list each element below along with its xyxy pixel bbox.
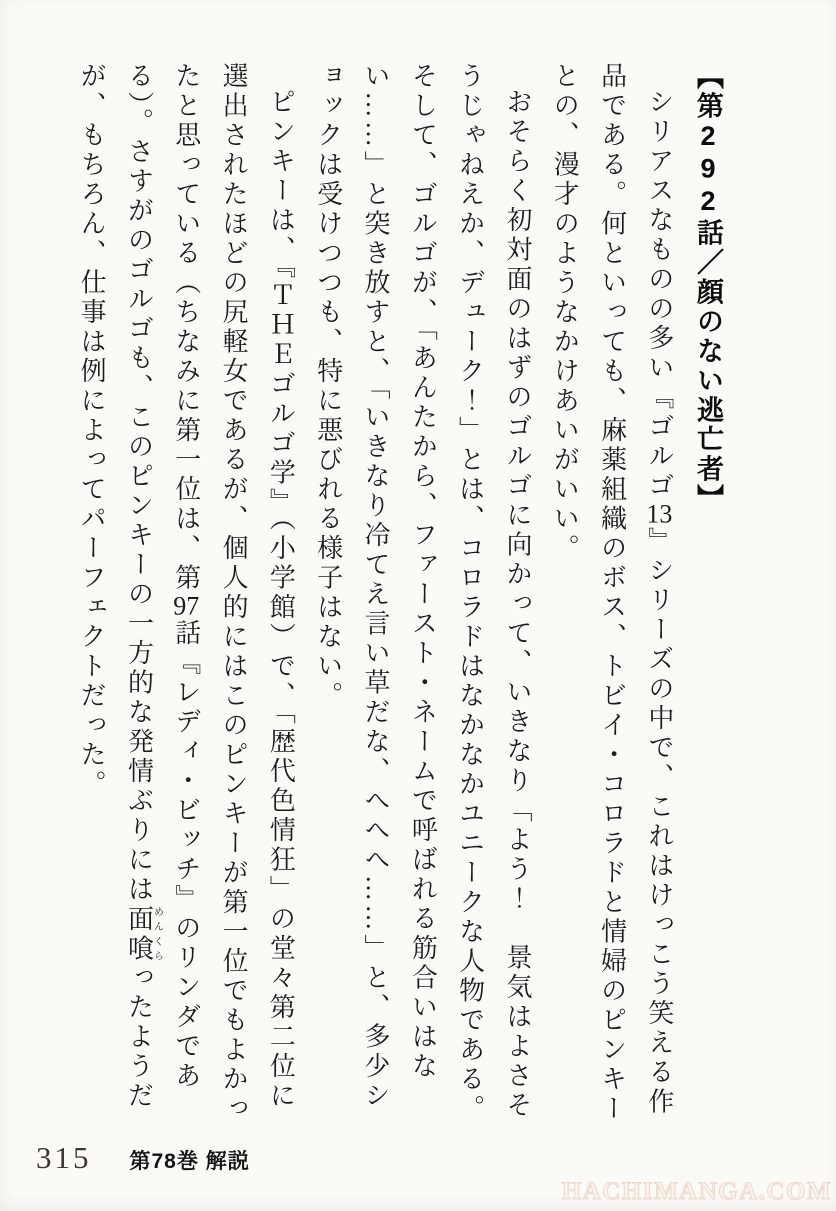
page-footer	[36, 1140, 250, 1176]
chapter-title: 【第292話／顔のない逃亡者】	[693, 62, 723, 514]
page-number: 315	[36, 1140, 92, 1175]
paragraph-2: おそらく初対面のはずのゴルゴに向かって、いきなり「よう！ 景気はよさそうじゃねえか、デューク！」とは、コロラドはなかなかユニークな人物である。そして、ゴルゴが、「あんたから、ファースト・ネームで呼ばれる筋合いはない……」と突き放すと、「いきなり冷てえ言い草だな、へへへ……」と、多少ショックは受けつつも、特に悪びれる様子はない。	[313, 62, 532, 1124]
volume-caption: 第78巻 解説	[129, 1150, 250, 1173]
watermark: HACHIMANGA.COM	[561, 1178, 832, 1205]
upright-number: 292	[693, 121, 723, 219]
text-body	[68, 62, 732, 1140]
ruby-annotated-word: 面喰めんくら	[124, 904, 163, 964]
horizontal-in-vertical-number: 97	[173, 593, 200, 619]
paragraph-3: ピンキーは、『ＴＨＥゴルゴ学』（小学館）で、「歴代色情狂」の堂々第二位に選出されたほどの尻軽女であるが、個人的にはこのピンキーが第一位でもよかったと思っている（ちなみに第一位は、第97話『レディ・ビッチ』のリンダである）。さすがのゴルゴも、このピンキーの一方的な発情ぶりには面喰めんくらったようだが、もちろん、仕事は例によってパーフェクトだった。	[77, 62, 296, 1124]
paragraph-1: シリアスなものの多い『ゴルゴ13』シリーズの中で、これはけっこう笑える作品である。何といっても、麻薬組織のボス、トビイ・コロラドと情婦のピンキーとの、漫才のようなかけあいがいい。	[550, 62, 674, 1124]
horizontal-in-vertical-number: 13	[646, 501, 673, 527]
